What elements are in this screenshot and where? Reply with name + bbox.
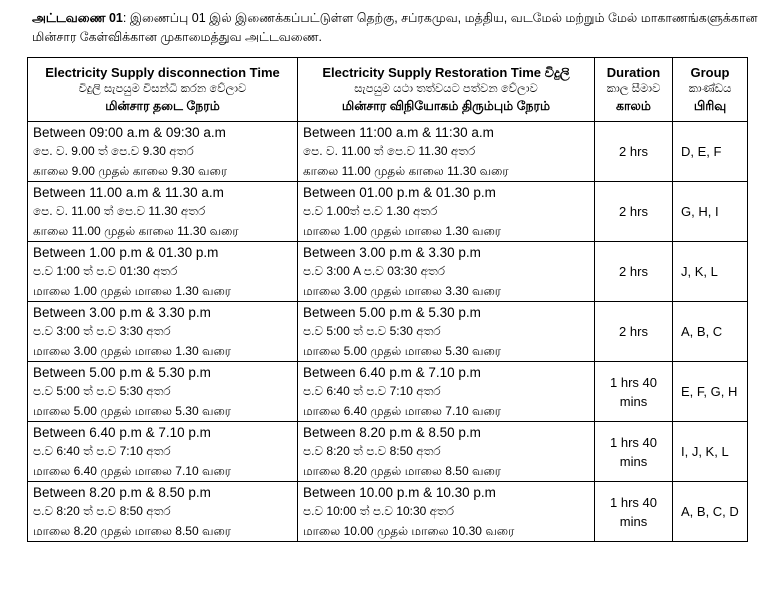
table-row <box>28 122 748 182</box>
disconnection-ta: மாலை 8.20 முதல் மாலை 8.50 வரை <box>33 523 232 538</box>
header-restoration-ta: மின்சார விநியோகம் திரும்பும் நேரம் <box>341 99 551 113</box>
header-group-en: Group <box>690 65 730 80</box>
duration-cell: 2 hrs <box>595 242 673 302</box>
duration-cell: 1 hrs 40 mins <box>595 482 673 542</box>
restoration-cell <box>298 422 595 482</box>
group-cell: J, K, L <box>673 242 748 302</box>
header-disconnection-time <box>28 58 298 122</box>
restoration-ta: மாலை 8.20 முதல் மாலை 8.50 வரை <box>303 463 502 478</box>
header-disconnection-ta: மின்சார தடை நேரம் <box>105 99 220 113</box>
disconnection-si: ප.ව 5:00 ත් ප.ව 5:30 අතර <box>33 384 171 399</box>
disconnection-en: Between 3.00 p.m & 3.30 p.m <box>33 305 211 320</box>
table-row <box>28 422 748 482</box>
header-restoration-en: Electricity Supply Restoration Time විදුලි <box>322 65 570 80</box>
restoration-ta: மாலை 6.40 முதல் மாலை 7.10 வரை <box>303 403 502 418</box>
table-row <box>28 182 748 242</box>
header-duration <box>595 58 673 122</box>
restoration-cell <box>298 182 595 242</box>
duration-cell: 1 hrs 40 mins <box>595 362 673 422</box>
disconnection-en: Between 09:00 a.m & 09:30 a.m <box>33 125 226 140</box>
header-disconnection-en: Electricity Supply disconnection Time <box>45 65 280 80</box>
group-cell: A, B, C, D <box>673 482 748 542</box>
restoration-en: Between 8.20 p.m & 8.50 p.m <box>303 425 481 440</box>
restoration-si: ප.ව 6:40 ත් ප.ව 7:10 අතර <box>303 384 441 399</box>
header-disconnection-si: විදුලි සැපයුම විසන්ධි කරන වේලාව <box>78 83 247 95</box>
disconnection-ta: மாலை 6.40 முதல் மாலை 7.10 வரை <box>33 463 232 478</box>
group-cell: I, J, K, L <box>673 422 748 482</box>
disconnection-ta: மாலை 3.00 முதல் மாலை 1.30 வரை <box>33 343 232 358</box>
restoration-en: Between 5.00 p.m & 5.30 p.m <box>303 305 481 320</box>
disconnection-si: ප.ව 8:20 ත් ප.ව 8:50 අතර <box>33 504 171 519</box>
restoration-ta: மாலை 3.00 முதல் மாலை 3.30 வரை <box>303 283 502 298</box>
disconnection-en: Between 6.40 p.m & 7.10 p.m <box>33 425 211 440</box>
restoration-en: Between 3.00 p.m & 3.30 p.m <box>303 245 481 260</box>
disconnection-si: ප.ව 6:40 ත් ප.ව 7:10 අතර <box>33 444 171 459</box>
caption-label: அட்டவணை 01 <box>32 11 123 25</box>
disconnection-cell <box>28 182 298 242</box>
table-row <box>28 242 748 302</box>
restoration-cell <box>298 242 595 302</box>
disconnection-en: Between 5.00 p.m & 5.30 p.m <box>33 365 211 380</box>
restoration-en: Between 01.00 p.m & 01.30 p.m <box>303 185 496 200</box>
disconnection-cell <box>28 122 298 182</box>
disconnection-si: ප.ව 3:00 ත් ප.ව 3:30 අතර <box>33 324 171 339</box>
restoration-ta: மாலை 5.00 முதல் மாலை 5.30 வரை <box>303 343 502 358</box>
header-group-ta: பிரிவு <box>693 99 727 113</box>
restoration-si: ප.ව 10:00 ත් ප.ව 10:30 අතර <box>303 504 455 519</box>
restoration-ta: மாலை 1.00 முதல் மாலை 1.30 வரை <box>303 223 502 238</box>
disconnection-cell <box>28 482 298 542</box>
duration-cell: 2 hrs <box>595 122 673 182</box>
duration-cell: 2 hrs <box>595 302 673 362</box>
header-duration-en: Duration <box>606 65 661 80</box>
disconnection-si: පෙ. ව. 9.00 ත් පෙ.ව 9.30 අතර <box>33 144 194 159</box>
table-caption <box>32 9 762 47</box>
header-restoration-time <box>298 58 595 122</box>
disconnection-cell <box>28 422 298 482</box>
table-row <box>28 362 748 422</box>
table-row <box>28 302 748 362</box>
disconnection-si: ප.ව 1:00 ත් ප.ව 01:30 අතර <box>33 264 178 279</box>
restoration-cell <box>298 362 595 422</box>
duration-cell: 1 hrs 40 mins <box>595 422 673 482</box>
disconnection-cell <box>28 362 298 422</box>
restoration-en: Between 10.00 p.m & 10.30 p.m <box>303 485 496 500</box>
restoration-si: ප.ව 8:20 ත් ප.ව 8:50 අතර <box>303 444 441 459</box>
disconnection-ta: மாலை 5.00 முதல் மாலை 5.30 வரை <box>33 403 232 418</box>
table-row <box>28 482 748 542</box>
group-cell: D, E, F <box>673 122 748 182</box>
restoration-si: ප.ව 1.00ත් ප.ව 1.30 අතර <box>303 204 438 219</box>
disconnection-cell <box>28 242 298 302</box>
disconnection-cell <box>28 302 298 362</box>
group-cell: E, F, G, H <box>673 362 748 422</box>
disconnection-ta: காலை 11.00 முதல் காலை 11.30 வரை <box>33 223 239 238</box>
group-cell: G, H, I <box>673 182 748 242</box>
caption-text: : இணைப்பு 01 இல் இணைக்கப்பட்டுள்ள தெற்கு, சப்ரகமுவ, மத்திய, வடமேல் மற்றும் மேல் மாகாணங்களுக்கான மின்சார கேள்விக்கான முகாமைத்துவ அட்டவணை. <box>32 11 758 44</box>
disconnection-ta: காலை 9.00 முதல் காலை 9.30 வரை <box>33 163 228 178</box>
header-duration-si: කාල සීමාව <box>606 83 661 95</box>
restoration-cell <box>298 122 595 182</box>
disconnection-ta: மாலை 1.00 முதல் மாலை 1.30 வரை <box>33 283 232 298</box>
header-group-si: කාණ්ඩය <box>688 83 732 95</box>
restoration-cell <box>298 302 595 362</box>
header-group <box>673 58 748 122</box>
power-cut-schedule-table <box>27 57 748 542</box>
restoration-ta: காலை 11.00 முதல் காலை 11.30 வரை <box>303 163 509 178</box>
group-cell: A, B, C <box>673 302 748 362</box>
restoration-ta: மாலை 10.00 முதல் மாலை 10.30 வரை <box>303 523 515 538</box>
header-restoration-si: සැපයුම යථා තත්වයට පත්වන වේලාව <box>354 83 538 95</box>
header-duration-ta: காலம் <box>616 99 651 113</box>
restoration-en: Between 11:00 a.m & 11:30 a.m <box>303 125 494 140</box>
restoration-si: ප.ව 3:00 A ප.ව 03:30 අතර <box>303 264 445 279</box>
table-header-row <box>28 58 748 122</box>
restoration-cell <box>298 482 595 542</box>
disconnection-en: Between 1.00 p.m & 01.30 p.m <box>33 245 219 260</box>
restoration-en: Between 6.40 p.m & 7.10 p.m <box>303 365 481 380</box>
disconnection-en: Between 8.20 p.m & 8.50 p.m <box>33 485 211 500</box>
disconnection-en: Between 11.00 a.m & 11.30 a.m <box>33 185 224 200</box>
duration-cell: 2 hrs <box>595 182 673 242</box>
restoration-si: ප.ව 5:00 ත් ප.ව 5:30 අතර <box>303 324 441 339</box>
disconnection-si: පෙ. ව. 11.00 ත් පෙ.ව 11.30 අතර <box>33 204 206 219</box>
restoration-si: පෙ. ව. 11.00 ත් පෙ.ව 11.30 අතර <box>303 144 476 159</box>
